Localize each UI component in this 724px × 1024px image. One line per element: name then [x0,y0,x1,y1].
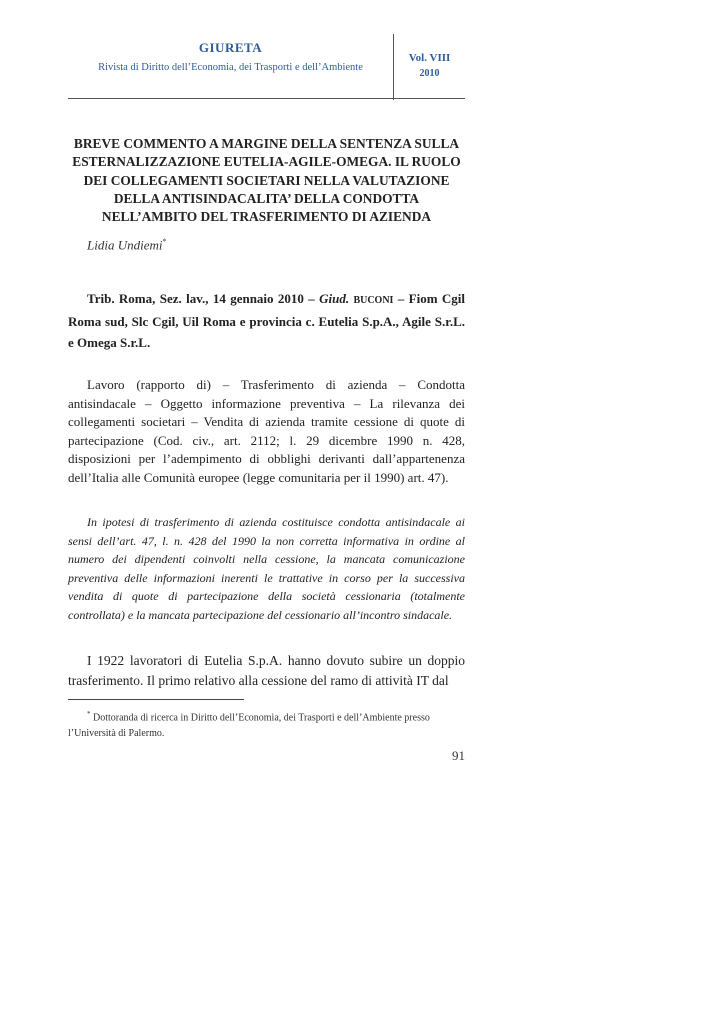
legal-maxim: In ipotesi di trasferimento di azienda costituisce condotta antisindacale ai sensi dell’art. 47, l. n. 428 del 1990 la non corretta informativa in ordine al numero dei dipendenti coinvolti nella cessione, la mancata comunicazione preventiva delle informazioni inerenti le trattative in corso per la successiva vendita di quote di partecipazione della società cessionaria (totalmente controllata) e la mancata partecipazione del cessionario all’incontro sindacale. [68,515,465,622]
court-reference-part2: – Fiom Cgil Roma sud, Slc Cgil, Uil Roma e provincia c. Eutelia S.p.A., Agile S.r.L. e Omega S.r.L. [68,291,465,350]
keywords-paragraph: Lavoro (rapporto di) – Trasferimento di azienda – Condotta antisindacale – Oggetto informazione preventiva – La rilevanza dei collegamenti societari – Vendita di azienda tramite cessione di quote di partecipazione (Cod. civ., art. 2112; l. 29 dicembre 1990 n. 428, disposizioni per l’adempimento di obblighi derivanti dall’appartenenza dell’Italia alle Comunità europee (legge comunitaria per il 1990) art. 47). [68,377,465,485]
author-line [87,237,166,253]
author-footnote-mark[interactable]: * [162,237,167,246]
journal-masthead [68,30,393,98]
year-label: 2010 [419,68,440,79]
journal-title: GIURETA [198,40,263,55]
author-name: Lidia Undiemi [87,237,163,253]
footnote-text: Dottoranda di ricerca in Diritto dell’Economia, dei Trasporti e dell’Ambiente presso l’Università di Palermo. [68,712,430,740]
article-title: BREVE COMMENTO A MARGINE DELLA SENTENZA SULLA ESTERNALIZZAZIONE EUTELIA-AGILE-OMEGA. IL RUOLO DEI COLLEGAMENTI SOCIETARI NELLA VALUTAZIONE DELLA ANTISINDACALITA’ DELLA CONDOTTA NELL’AMBITO DEL TRASFERIMENTO DI AZIENDA [72,136,461,225]
journal-subtitle: Rivista di Diritto dell’Economia, dei Trasporti e dell’Ambiente [98,62,363,73]
footnote [68,706,465,742]
volume-label: Vol. VIII [408,52,451,64]
court-reference-part1: Trib. Roma, Sez. lav., 14 gennaio 2010 – [87,291,320,306]
body-paragraph: I 1922 lavoratori di Eutelia S.p.A. hanno dovuto subire un doppio trasferimento. Il primo relativo alla cessione del ramo di attività IT dal [68,653,465,688]
header-horizontal-divider [68,98,465,99]
judge-name: BUCONI [353,295,394,306]
judge-label: Giud. [319,291,350,306]
footnote-mark: * [87,710,91,718]
court-reference [68,288,465,353]
page-number: 91 [452,748,465,763]
footnote-separator [68,699,244,700]
journal-header [68,30,465,100]
issue-info [394,30,465,79]
